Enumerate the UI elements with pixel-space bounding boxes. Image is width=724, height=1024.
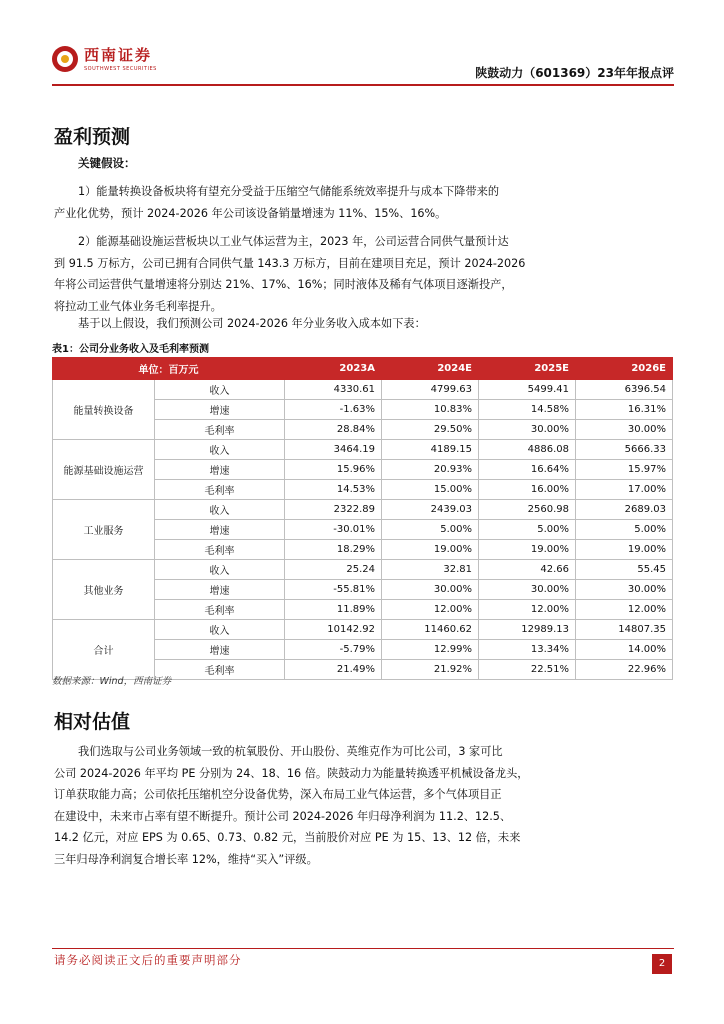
metric-label: 增速 <box>155 460 285 480</box>
segment-name: 合计 <box>53 620 155 680</box>
value-cell: 55.45 <box>576 560 673 580</box>
footer-disclaimer: 请务必阅读正文后的重要声明部分 <box>54 953 242 967</box>
value-cell: 17.00% <box>576 480 673 500</box>
value-cell: 30.00% <box>382 580 479 600</box>
text-line: 我们选取与公司业务领域一致的杭氧股份、开山股份、英维克作为可比公司，3 家可比 <box>78 745 503 758</box>
value-cell: 12.00% <box>382 600 479 620</box>
value-cell: 12.99% <box>382 640 479 660</box>
assumption-1 <box>54 181 670 224</box>
value-cell: 4330.61 <box>285 380 382 400</box>
value-cell: -5.79% <box>285 640 382 660</box>
table-row <box>53 500 673 520</box>
key-assumptions-heading: 关键假设： <box>78 156 136 170</box>
value-cell: 5666.33 <box>576 440 673 460</box>
value-cell: 11460.62 <box>382 620 479 640</box>
column-header: 2026E <box>576 358 673 380</box>
data-source: 数据来源：Wind，西南证券 <box>52 676 172 687</box>
forecast-intro <box>54 313 670 335</box>
metric-label: 毛利率 <box>155 480 285 500</box>
value-cell: 2689.03 <box>576 500 673 520</box>
text-line: 在建设中，未来市占率有望不断提升。预计公司 2024-2026 年归母净利润为 11.2、12.5、 <box>54 809 512 823</box>
text-line: 基于以上假设，我们预测公司 2024-2026 年分业务收入成本如下表： <box>78 317 426 330</box>
value-cell: 22.96% <box>576 660 673 680</box>
table-title: 表1：公司分业务收入及毛利率预测 <box>52 344 209 355</box>
value-cell: 5.00% <box>382 520 479 540</box>
logo-text-cn: 西南证券 <box>84 46 153 64</box>
logo-emblem-icon <box>52 46 78 72</box>
report-title: 陕鼓动力（601369）23年年报点评 <box>475 66 674 80</box>
value-cell: 4799.63 <box>382 380 479 400</box>
company-logo <box>52 44 157 80</box>
value-cell: 19.00% <box>576 540 673 560</box>
text-line: 年将公司运营供气量增速将分别达 21%、17%、16%；同时液体及稀有气体项目逐渐投产， <box>54 278 513 291</box>
column-header: 2023A <box>285 358 382 380</box>
text-line: 产业化优势，预计 2024-2026 年公司该设备销量增速为 11%、15%、16%。 <box>54 206 447 220</box>
value-cell: 2560.98 <box>479 500 576 520</box>
value-cell: 18.29% <box>285 540 382 560</box>
text-line: 三年归母净利润复合增长率 12%，维持“买入”评级。 <box>54 852 318 866</box>
valuation-paragraph <box>54 741 670 870</box>
metric-label: 毛利率 <box>155 600 285 620</box>
value-cell: 22.51% <box>479 660 576 680</box>
footer-divider <box>52 948 674 949</box>
text-line: 14.2 亿元，对应 EPS 为 0.65、0.73、0.82 元，当前股价对应 PE 为 15、13、12 倍，未来 <box>54 831 521 844</box>
value-cell: 19.00% <box>479 540 576 560</box>
metric-label: 毛利率 <box>155 420 285 440</box>
value-cell: 5.00% <box>576 520 673 540</box>
value-cell: 19.00% <box>382 540 479 560</box>
metric-label: 收入 <box>155 560 285 580</box>
table-row <box>53 380 673 400</box>
value-cell: 12989.13 <box>479 620 576 640</box>
segment-name: 能量转换设备 <box>53 380 155 440</box>
heading-profit-forecast: 盈利预测 <box>54 126 131 148</box>
table-row <box>53 620 673 640</box>
value-cell: -30.01% <box>285 520 382 540</box>
text-line: 将拉动工业气体业务毛利率提升。 <box>54 299 222 313</box>
value-cell: 5.00% <box>479 520 576 540</box>
text-line: 2）能源基础设施运营板块以工业气体运营为主，2023 年，公司运营合同供气量预计达 <box>78 235 509 248</box>
value-cell: 2439.03 <box>382 500 479 520</box>
value-cell: 30.00% <box>479 420 576 440</box>
metric-label: 毛利率 <box>155 540 285 560</box>
value-cell: 29.50% <box>382 420 479 440</box>
table-header-row <box>53 358 673 380</box>
assumption-2 <box>54 231 670 317</box>
value-cell: 12.00% <box>576 600 673 620</box>
value-cell: 14807.35 <box>576 620 673 640</box>
metric-label: 毛利率 <box>155 660 285 680</box>
metric-label: 增速 <box>155 580 285 600</box>
value-cell: 10.83% <box>382 400 479 420</box>
metric-label: 收入 <box>155 500 285 520</box>
value-cell: 21.92% <box>382 660 479 680</box>
value-cell: 5499.41 <box>479 380 576 400</box>
page-header <box>52 40 674 84</box>
value-cell: 6396.54 <box>576 380 673 400</box>
value-cell: 16.64% <box>479 460 576 480</box>
value-cell: 16.31% <box>576 400 673 420</box>
value-cell: 21.49% <box>285 660 382 680</box>
metric-label: 收入 <box>155 380 285 400</box>
heading-relative-valuation: 相对估值 <box>54 711 131 733</box>
table-row <box>53 560 673 580</box>
table-row <box>53 440 673 460</box>
text-line: 1）能量转换设备板块将有望充分受益于压缩空气储能系统效率提升与成本下降带来的 <box>78 185 500 198</box>
metric-label: 收入 <box>155 620 285 640</box>
value-cell: 25.24 <box>285 560 382 580</box>
column-header: 2024E <box>382 358 479 380</box>
segment-name: 能源基础设施运营 <box>53 440 155 500</box>
value-cell: 4189.15 <box>382 440 479 460</box>
value-cell: 15.96% <box>285 460 382 480</box>
value-cell: 30.00% <box>576 580 673 600</box>
header-divider <box>52 84 674 86</box>
value-cell: 10142.92 <box>285 620 382 640</box>
metric-label: 增速 <box>155 400 285 420</box>
text-line: 订单获取能力高；公司依托压缩机空分设备优势，深入布局工业气体运营，多个气体项目正 <box>54 788 502 801</box>
value-cell: 2322.89 <box>285 500 382 520</box>
value-cell: 15.00% <box>382 480 479 500</box>
value-cell: 42.66 <box>479 560 576 580</box>
value-cell: -55.81% <box>285 580 382 600</box>
value-cell: 12.00% <box>479 600 576 620</box>
page-number: 2 <box>652 954 672 974</box>
value-cell: 28.84% <box>285 420 382 440</box>
value-cell: 14.53% <box>285 480 382 500</box>
segment-name: 工业服务 <box>53 500 155 560</box>
value-cell: 14.58% <box>479 400 576 420</box>
metric-label: 增速 <box>155 640 285 660</box>
value-cell: 13.34% <box>479 640 576 660</box>
value-cell: 16.00% <box>479 480 576 500</box>
text-line: 到 91.5 万标方，公司已拥有合同供气量 143.3 万标方，目前在建项目充足，预计 2024-2026 <box>54 256 526 270</box>
value-cell: 32.81 <box>382 560 479 580</box>
metric-label: 收入 <box>155 440 285 460</box>
segment-forecast-table <box>52 357 673 680</box>
segment-name: 其他业务 <box>53 560 155 620</box>
value-cell: 20.93% <box>382 460 479 480</box>
value-cell: -1.63% <box>285 400 382 420</box>
value-cell: 4886.08 <box>479 440 576 460</box>
value-cell: 11.89% <box>285 600 382 620</box>
text-line: 公司 2024-2026 年平均 PE 分别为 24、18、16 倍。陕鼓动力为能量转换透平机械设备龙头， <box>54 766 529 780</box>
value-cell: 14.00% <box>576 640 673 660</box>
value-cell: 15.97% <box>576 460 673 480</box>
logo-text-en: SOUTHWEST SECURITIES <box>84 66 157 72</box>
value-cell: 30.00% <box>479 580 576 600</box>
value-cell: 3464.19 <box>285 440 382 460</box>
table-body <box>53 380 673 680</box>
metric-label: 增速 <box>155 520 285 540</box>
column-header: 2025E <box>479 358 576 380</box>
value-cell: 30.00% <box>576 420 673 440</box>
unit-label: 单位：百万元 <box>53 358 285 380</box>
